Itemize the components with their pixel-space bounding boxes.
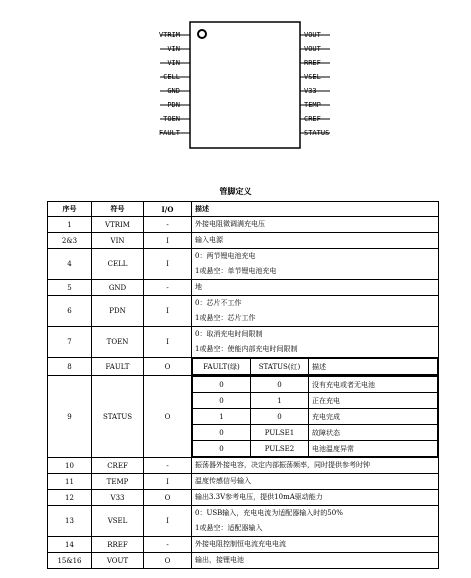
status-col-header: STATUS(红): [251, 359, 309, 375]
pin-io: I: [144, 327, 192, 358]
table-title: 管脚定义: [219, 186, 252, 196]
pin-symbol: PDN: [92, 296, 144, 327]
table-header-row: [48, 202, 439, 217]
desc-col-header: 描述: [309, 359, 438, 375]
state-description: 正在充电: [309, 393, 438, 409]
pin-label-left: TOEN: [163, 115, 180, 123]
description-line: 1或悬空：单节锂电池充电: [195, 267, 277, 275]
pin-io: -: [144, 217, 192, 233]
pin-label-left: VIN: [167, 45, 180, 53]
table-row: [48, 327, 439, 358]
pin-label-left: VIN: [167, 59, 180, 67]
state-description: 充电完成: [309, 409, 438, 425]
table-row: [48, 217, 439, 233]
pin-symbol: VOUT: [92, 553, 144, 569]
fault-led-state: 0: [193, 393, 251, 409]
pin-description: [192, 537, 439, 553]
status-state-table: [192, 376, 439, 458]
description-line: 0：两节锂电池充电: [195, 252, 256, 260]
status-state-row: [193, 425, 438, 441]
table-row: [48, 280, 439, 296]
pin-symbol: TOEN: [92, 327, 144, 358]
table-row: [48, 490, 439, 506]
pin-label-right: VOUT: [304, 45, 321, 53]
pin-symbol: VIN: [92, 233, 144, 249]
status-state-row: [193, 377, 438, 393]
ic-package-svg: [0, 0, 471, 165]
table-row: [48, 296, 439, 327]
pin-symbol: V33: [92, 490, 144, 506]
ic-package-diagram: [0, 0, 471, 165]
pin-io: I: [144, 506, 192, 537]
pin-label-right: V33: [304, 87, 317, 95]
pin-io: -: [144, 280, 192, 296]
table-row: [48, 233, 439, 249]
status-led-state: 1: [251, 393, 309, 409]
header-desc: 描述: [192, 202, 439, 217]
status-led-state: PULSE1: [251, 425, 309, 441]
pin-number: 8: [48, 358, 92, 376]
pin-number: 4: [48, 249, 92, 280]
pin-symbol: FAULT: [92, 358, 144, 376]
state-description: 电池温度异常: [309, 441, 438, 457]
pin-number: 7: [48, 327, 92, 358]
fault-led-state: 1: [193, 409, 251, 425]
table-row: [48, 553, 439, 569]
table-row: [48, 506, 439, 537]
state-description: 没有充电或者无电池: [309, 377, 438, 393]
pin-number: 5: [48, 280, 92, 296]
pin-symbol: CELL: [92, 249, 144, 280]
pin-io: -: [144, 458, 192, 474]
description-line: 1或悬空：芯片工作: [195, 314, 256, 322]
description-line: 1或悬空：适配器输入: [195, 524, 263, 532]
fault-col-header: FAULT(绿): [193, 359, 251, 375]
status-led-state: 0: [251, 409, 309, 425]
pin-io: O: [144, 376, 192, 458]
pin-number: 6: [48, 296, 92, 327]
description-line: 外接电阻控制恒电流充电电流: [195, 540, 286, 548]
pin-symbol: GND: [92, 280, 144, 296]
pin-label-right: RREF: [304, 59, 321, 67]
status-led-state: PULSE2: [251, 441, 309, 457]
pin-label-right: VOUT: [304, 31, 321, 39]
status-state-row: [193, 409, 438, 425]
description-line: 温度传感信号输入: [195, 477, 251, 485]
pin-number: 14: [48, 537, 92, 553]
header-io: I/O: [144, 202, 192, 217]
fault-state-header: [192, 358, 439, 376]
description-line: 输出，接锂电池: [195, 556, 244, 564]
pin-description: [192, 296, 439, 327]
pin-number: 10: [48, 458, 92, 474]
description-line: 输出3.3V参考电压，提供10mA驱动能力: [195, 493, 323, 501]
pin-number: 15&16: [48, 553, 92, 569]
description-line: 0：芯片不工作: [195, 299, 242, 307]
pin-description: [192, 474, 439, 490]
pin-io: O: [144, 358, 192, 376]
fault-led-state: 0: [193, 377, 251, 393]
pin-label-left: FAULT: [158, 129, 180, 137]
header-symbol: 符号: [92, 202, 144, 217]
status-state-row: [193, 393, 438, 409]
pin-io: O: [144, 553, 192, 569]
pin-number: 12: [48, 490, 92, 506]
pin-io: I: [144, 233, 192, 249]
description-line: 外接电阻微调满充电压: [195, 220, 265, 228]
pin-symbol: STATUS: [92, 376, 144, 458]
pin-label-left: GND: [167, 87, 180, 95]
description-line: 振荡器外接电容，决定内部振荡频率，同时提供参考时钟: [195, 461, 370, 469]
table-row: [48, 474, 439, 490]
pin-description: [192, 553, 439, 569]
table-row: [48, 537, 439, 553]
pin-io: -: [144, 537, 192, 553]
table-row-fault: [48, 358, 439, 376]
pin-io: O: [144, 490, 192, 506]
pin-label-right: CREF: [304, 115, 321, 123]
pin-number: 2&3: [48, 233, 92, 249]
pin-symbol: VTRIM: [92, 217, 144, 233]
chip-body: [190, 22, 300, 148]
fault-led-state: 0: [193, 441, 251, 457]
description-line: 地: [195, 283, 202, 291]
pin-description: [192, 490, 439, 506]
pin-io: I: [144, 474, 192, 490]
pin-description: [192, 217, 439, 233]
fault-led-state: 0: [193, 425, 251, 441]
pin-label-left: PDN: [167, 101, 180, 109]
pin-number: 1: [48, 217, 92, 233]
pin-description: [192, 506, 439, 537]
pin-label-left: VTRIM: [158, 31, 180, 39]
pin-number: 11: [48, 474, 92, 490]
pin-label-right: VSEL: [304, 73, 321, 81]
pin-number: 9: [48, 376, 92, 458]
description-line: 输入电源: [195, 236, 223, 244]
pin-label-right: TEMP: [304, 101, 321, 109]
state-description: 故障状态: [309, 425, 438, 441]
pin-description: [192, 280, 439, 296]
pin-io: I: [144, 249, 192, 280]
pin-symbol: VSEL: [92, 506, 144, 537]
pin-symbol: RREF: [92, 537, 144, 553]
description-line: 1或悬空：使能内部充电时间限制: [195, 345, 298, 353]
table-row-status: [48, 376, 439, 458]
pin-description: [192, 327, 439, 358]
description-line: 0：取消充电时间限制: [195, 330, 263, 338]
pin-description: [192, 458, 439, 474]
pin-label-left: CELL: [163, 73, 180, 81]
pin-label-right: STATUS: [304, 129, 330, 137]
description-line: 0：USB输入，充电电流为适配器输入时的50%: [195, 509, 343, 517]
pin-definition-table: [47, 201, 439, 569]
header-no: 序号: [48, 202, 92, 217]
pin-symbol: CREF: [92, 458, 144, 474]
pin-description: [192, 233, 439, 249]
status-state-row: [193, 441, 438, 457]
pin-number: 13: [48, 506, 92, 537]
table-row: [48, 458, 439, 474]
status-led-state: 0: [251, 377, 309, 393]
pin-symbol: TEMP: [92, 474, 144, 490]
pin-io: I: [144, 296, 192, 327]
pin-description: [192, 249, 439, 280]
table-row: [48, 249, 439, 280]
